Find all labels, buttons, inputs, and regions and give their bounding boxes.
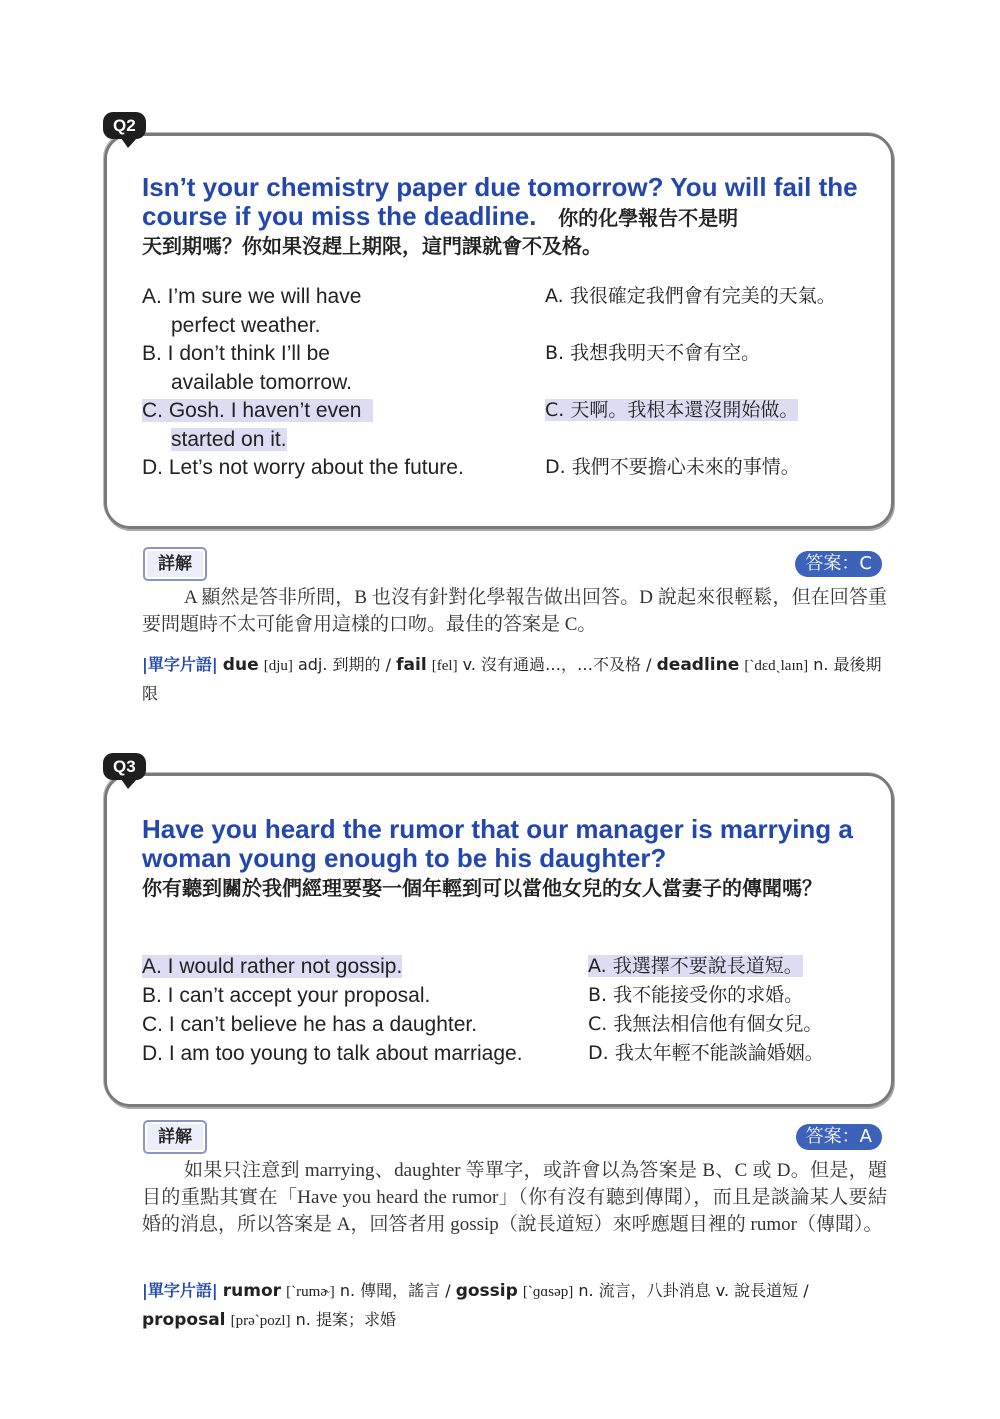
q3-option-b-zh: B. 我不能接受你的求婚。 <box>588 984 804 1006</box>
q3-answer-badge: 答案：A <box>796 1124 882 1150</box>
q2-option-a-en: A. I’m sure we will have perfect weather. <box>142 285 362 337</box>
q3-question-zh: 你有聽到關於我們經理要娶一個年輕到可以當他女兒的女人當妻子的傳聞嗎？ <box>142 876 822 900</box>
q2-detail-label: 詳解 <box>143 547 207 581</box>
q2-option-b-en: B. I don’t think I’ll be available tomorrow. <box>142 342 352 394</box>
q3-option-d-en: D. I am too young to talk about marriage. <box>142 1042 523 1065</box>
q2-answer-badge: 答案：C <box>795 551 882 577</box>
q2-question-zh-2: 天到期嗎？你如果沒趕上期限，這門課就會不及格。 <box>142 234 602 258</box>
q2-question-en: Isn’t your chemistry paper due tomorrow? You will fail the course if you miss the deadline. 你的化學報告不是明 <box>142 172 858 231</box>
q2-vocab: |單字片語| due [dju] adj. 到期的 / fail [fel] v. 沒有通過…，…不及格 / deadline [ˋdɛdˏlaɪn] n. 最後期限 <box>142 655 882 703</box>
q2-question-zh-1: 你的化學報告不是明 <box>558 206 739 230</box>
q2-option-c-zh: C. 天啊。我根本還沒開始做。 <box>545 399 799 421</box>
q2-option-d-en: D. Let’s not worry about the future. <box>142 456 464 479</box>
q2-vocab-label: |單字片語| <box>142 655 218 674</box>
q3-detail-label: 詳解 <box>143 1120 207 1154</box>
q2-option-d-zh: D. 我們不要擔心未來的事情。 <box>545 456 800 478</box>
q3-option-a-zh: A. 我選擇不要說長道短。 <box>588 955 803 977</box>
q3-option-b-en: B. I can’t accept your proposal. <box>142 984 431 1007</box>
q3-vocab-label: |單字片語| <box>142 1281 218 1300</box>
q3-explanation: 如果只注意到 marrying、daughter 等單字，或許會以為答案是 B、C 或 D。但是，題目的重點其實在「Have you heard the rumor」（你有沒有聽到傳聞），而且是談論某人要結婚的消息，所以答案是 A，回答者用 gossip（說長道短）來呼應題目裡的 rumor（傳聞）。 <box>142 1160 887 1235</box>
q3-option-d-zh: D. 我太年輕不能談論婚姻。 <box>588 1042 824 1064</box>
q3-tag: Q3 <box>103 753 146 780</box>
q2-option-a-zh: A. 我很確定我們會有完美的天氣。 <box>545 285 836 307</box>
q2-option-c-en: C. Gosh. I haven’t even started on it. <box>142 396 373 454</box>
q3-option-c-en: C. I can’t believe he has a daughter. <box>142 1013 478 1036</box>
q3-option-a-en: A. I would rather not gossip. <box>142 955 403 978</box>
q2-option-b-zh: B. 我想我明天不會有空。 <box>545 342 761 364</box>
q3-option-c-zh: C. 我無法相信他有個女兒。 <box>588 1013 823 1035</box>
q2-tag: Q2 <box>103 112 146 139</box>
q2-explanation: A 顯然是答非所問，B 也沒有針對化學報告做出回答。D 說起來很輕鬆，但在回答重要問題時不太可能會用這樣的口吻。最佳的答案是 C。 <box>142 587 887 635</box>
q3-vocab: |單字片語| rumor [ˋrumɚ] n. 傳聞，謠言 / gossip [ˋɡɑsəp] n. 流言，八卦消息 v. 說長道短 / proposal [prəˋpozl] n. 提案；求婚 <box>142 1281 809 1330</box>
q3-question-en: Have you heard the rumor that our manager is marrying a woman young enough to be his daughter? <box>142 814 853 873</box>
